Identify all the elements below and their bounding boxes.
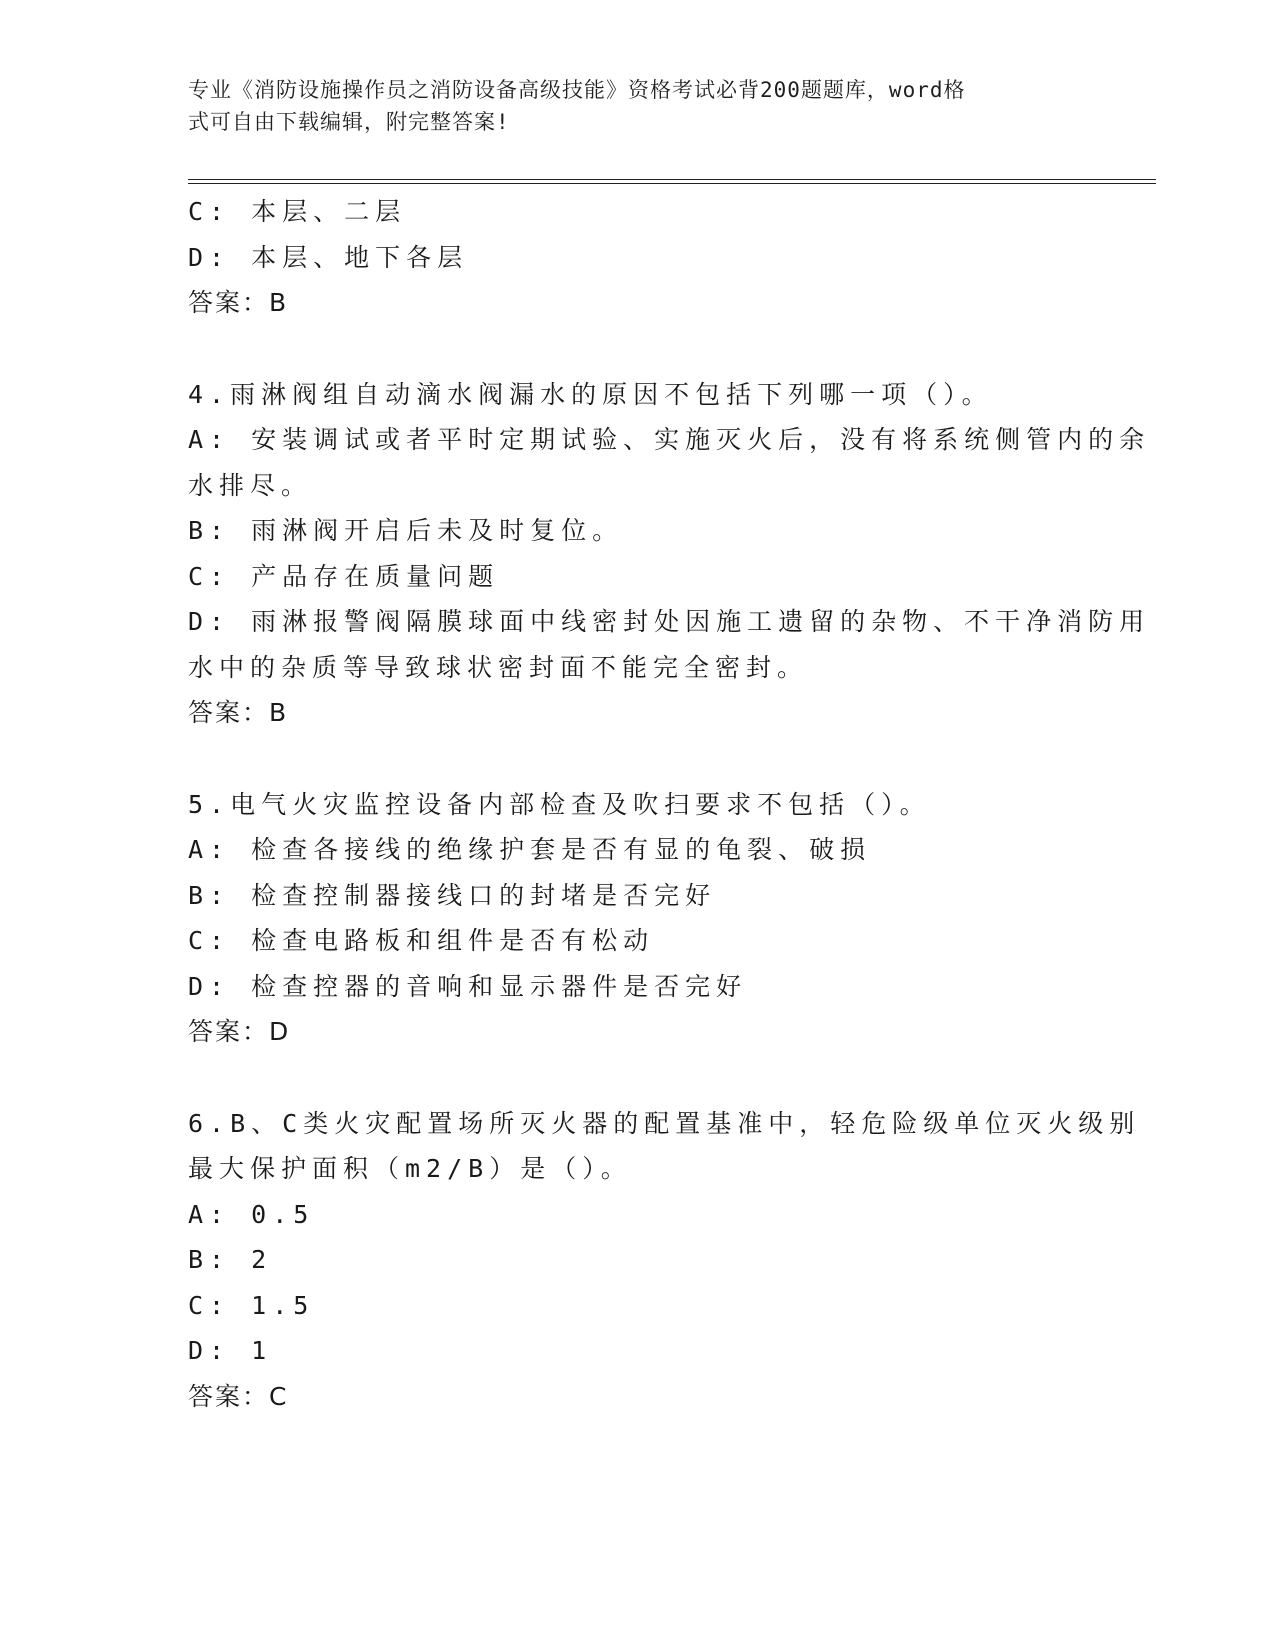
q6-option-b: B: 2 [188,1245,273,1274]
spacer [188,736,1078,782]
q4-option-b: B: 雨淋阀开启后未及时复位。 [188,516,624,545]
q6-question-line-1: 6.B、C类火灾配置场所灭火器的配置基准中，轻危险级单位灭火级别 [188,1108,1141,1138]
q5-option-c: C: 检查电路板和组件是否有松动 [188,926,655,955]
q4-answer: 答案：B [188,698,289,727]
q4-option-d-line-1: D: 雨淋报警阀隔膜球面中线密封处因施工遗留的杂物、不干净消防用 [188,607,1151,636]
q6-option-a: A: 0.5 [188,1199,315,1229]
q4-option-a-line-2: 水排尽。 [188,470,313,500]
q4-option-a-line-1: A: 安装调试或者平时定期试验、实施灭火后，没有将系统侧管内的余 [188,425,1151,454]
header-rule-bottom [188,183,1156,184]
q4-option-d-line-2: 水中的杂质等导致球状密封面不能完全密封。 [188,652,809,682]
question-4 [188,372,1151,736]
q5-question: 5.电气火灾监控设备内部检查及吹扫要求不包括（）。 [188,789,931,819]
q4-option-c: C: 产品存在质量问题 [188,561,500,591]
q4-question: 4.雨淋阀组自动滴水阀漏水的原因不包括下列哪一项（）。 [188,379,993,409]
q5-option-a: A: 检查各接线的绝缘护套是否有显的龟裂、破损 [188,835,872,864]
question-6 [188,1101,1141,1420]
header-title-line-1: 专业《消防设施操作员之消防设备高级技能》资格考试必背200题题库，word格 [188,78,966,102]
q6-option-d: D: 1 [188,1336,273,1365]
spacer [188,326,1078,372]
question-3-tail [188,189,1078,326]
header-rule-top [188,179,1156,180]
q5-option-d: D: 检查控器的音响和显示器件是否完好 [188,971,748,1001]
q6-option-c: C: 1.5 [188,1290,315,1320]
q5-option-b: B: 检查控制器接线口的封堵是否完好 [188,880,717,910]
q3-option-d: D: 本层、地下各层 [188,242,469,272]
document-header [188,74,1068,138]
q5-answer: 答案：D [188,1017,291,1046]
header-title-line-2: 式可自由下载编辑，附完整答案! [188,110,510,134]
q6-answer: 答案：C [188,1381,289,1411]
spacer [188,1055,1078,1101]
q6-question-line-2: 最大保护面积（m2/B）是（）。 [188,1154,632,1183]
question-list [188,189,1151,1419]
q3-option-c: C: 本层、二层 [188,197,407,226]
question-5 [188,782,1078,1055]
q3-answer: 答案：B [188,288,289,317]
